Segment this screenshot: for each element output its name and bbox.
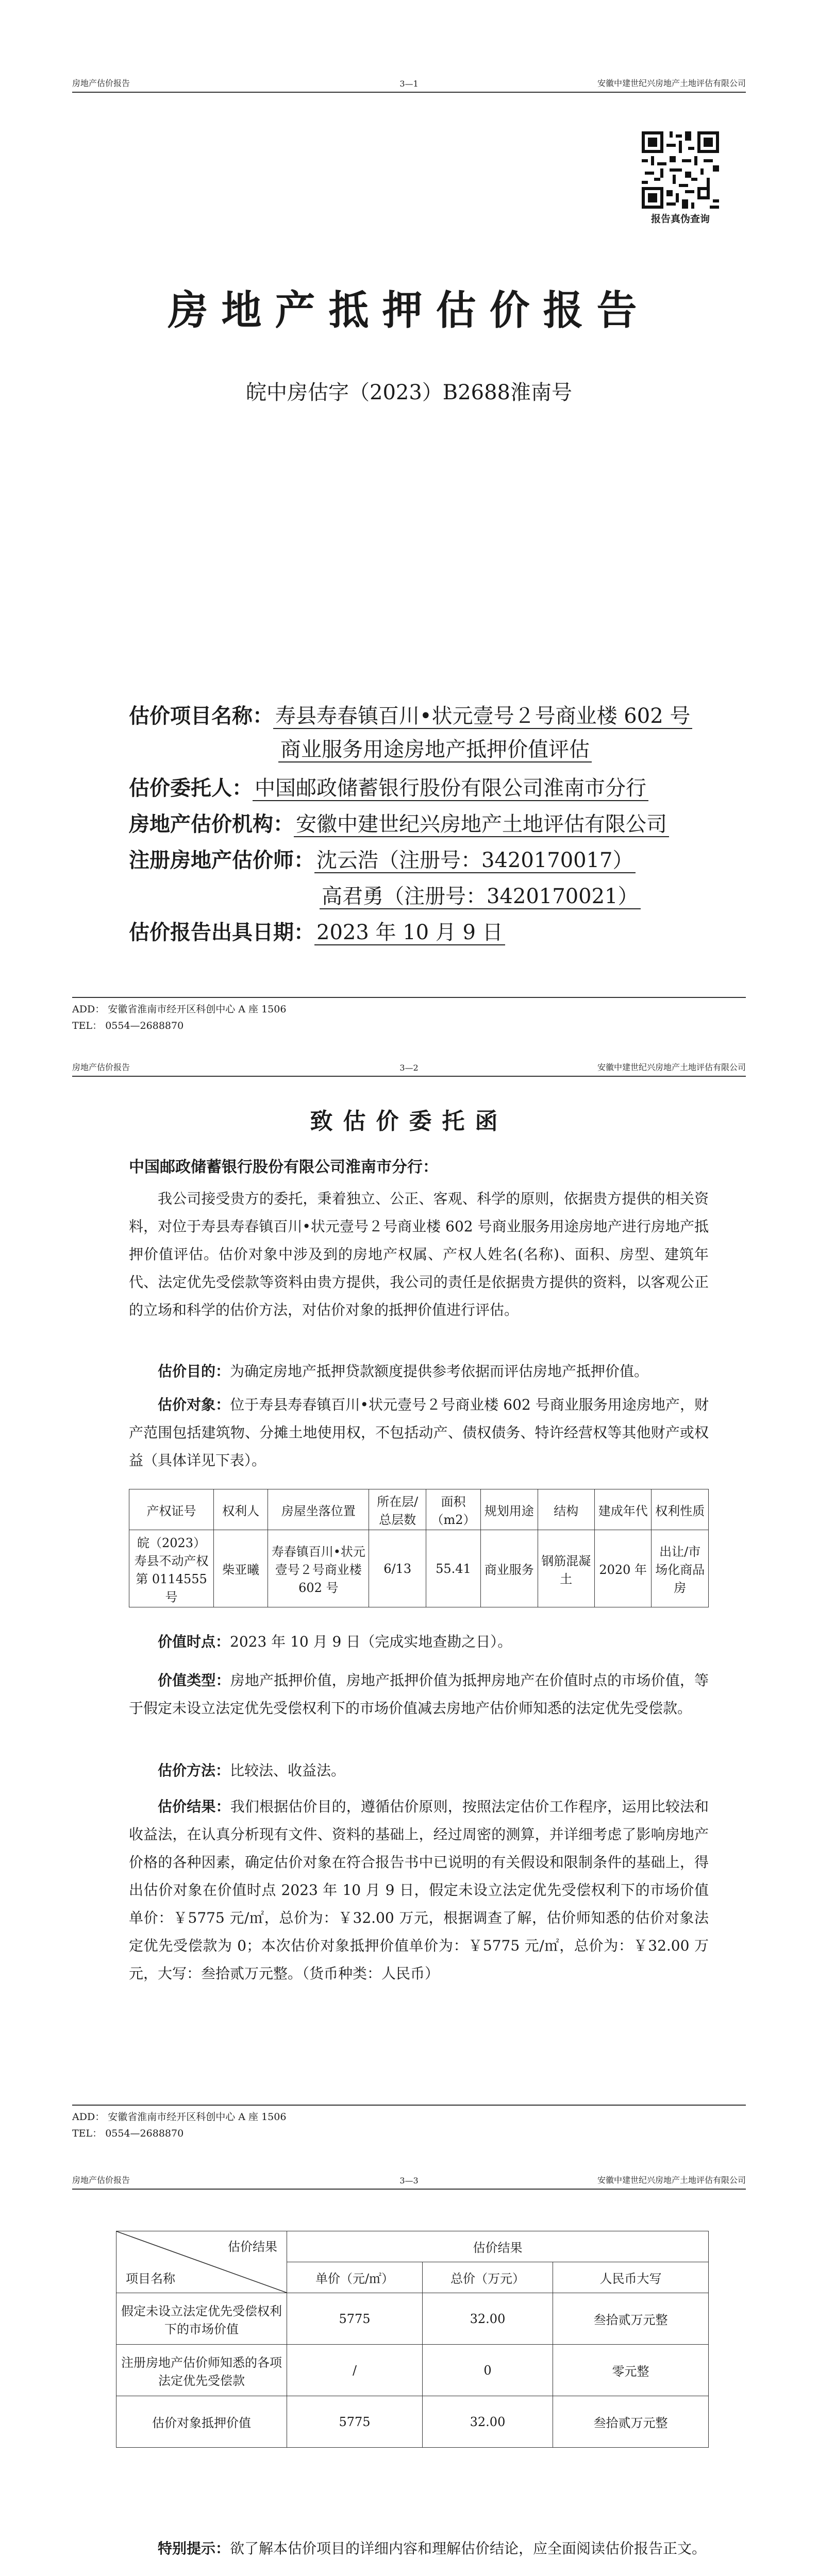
agency-row (129, 809, 669, 840)
vdate-label: 价值时点： (158, 1633, 230, 1650)
method-paragraph (129, 1757, 709, 1785)
special-text: 欲了解本估价项目的详细内容和理解估价结论，应全面阅读估价报告正文。 (230, 2540, 707, 2557)
row-total: 32.00 (423, 2293, 553, 2345)
appraiser-2: 高君勇（注册号：3420170021） (320, 885, 641, 909)
date-row (129, 917, 505, 948)
agency-value: 安徽中建世纪兴房地产土地评估有限公司 (294, 812, 669, 837)
footer-tel: TEL： 0554—2688870 (72, 1020, 184, 1031)
cell-location: 寿春镇百川•状元壹号２号商业楼 602 号 (268, 1530, 369, 1607)
client-row (129, 773, 648, 804)
letter-addressee: 中国邮政储蓄银行股份有限公司淮南市分行： (129, 1158, 438, 1176)
col-total-price: 总价（万元） (423, 2262, 553, 2293)
col-owner: 权利人 (214, 1489, 268, 1530)
special-label: 特别提示： (158, 2540, 230, 2557)
col-upper-amount: 人民币大写 (553, 2262, 709, 2293)
method-text: 比较法、收益法。 (230, 1762, 346, 1779)
project-label: 估价项目名称： (129, 704, 273, 728)
result-group-header: 估价结果 (287, 2231, 709, 2262)
footer-address: ADD： 安徽省淮南市经开区科创中心 A 座 1506 (72, 1004, 287, 1015)
row-name: 假定未设立法定优先受偿权利下的市场价值 (116, 2293, 287, 2345)
col-floor: 所在层/总层数 (369, 1489, 426, 1530)
appraiser-label: 注册房地产估价师： (129, 848, 314, 872)
row-total: 32.00 (423, 2396, 553, 2448)
table-row (116, 2396, 709, 2448)
result-header-row (116, 2231, 709, 2262)
header-right: 安徽中建世纪兴房地产土地评估有限公司 (597, 1062, 746, 1072)
header-left: 房地产估价报告 (72, 1062, 130, 1072)
diag-item-label: 项目名称 (126, 2272, 175, 2286)
page-header (72, 2169, 746, 2190)
object-paragraph (129, 1391, 709, 1475)
object-label: 估价对象： (158, 1396, 230, 1413)
object-text: 位于寿县寿春镇百川•状元壹号２号商业楼 602 号商业服务用途房地产，财产范围包括建筑物、分摊土地使用权，不包括动产、债权债务、特许经营权等其他财产或权益（具体详见下表）。 (129, 1396, 709, 1469)
report-number: 皖中房估字（2023）B2688淮南号 (246, 381, 572, 404)
col-year: 建成年代 (594, 1489, 651, 1530)
cell-area: 55.41 (426, 1530, 480, 1607)
appraiser-row-2 (320, 881, 641, 912)
row-unit: 5775 (287, 2293, 423, 2345)
date-value: 2023 年 10 月 9 日 (314, 921, 505, 945)
project-name-row (129, 701, 692, 732)
row-unit: 5775 (287, 2396, 423, 2448)
client-value: 中国邮政储蓄银行股份有限公司淮南市分行 (253, 776, 648, 801)
col-usage: 规划用途 (481, 1489, 538, 1530)
project-value: 寿县寿春镇百川•状元壹号２号商业楼 602 号 (273, 704, 692, 729)
row-name: 注册房地产估价师知悉的各项法定优先受偿款 (116, 2345, 287, 2396)
result-text: 我们根据估价目的，遵循估价原则，按照法定估价工作程序，运用比较法和收益法，在认真分析现有文件、资料的基础上，经过周密的测算，并详细考虑了影响房地产价格的各种因素，确定估价对象在符合报告书中已说明的有关假设和限制条件的基础上，得出估价对象在价值时点 2023 年 10 月 9 日，假定未设立法定优先受偿权利下的市场价值单价：￥5775 元/㎡，总价为：￥32.00 万元，根据调查了解，估价师知悉的估价对象法定优先受偿款为 0；本次估价对象抵押价值单价为：￥5775 元/㎡，总价为：￥32.00 万元，大写：叁拾贰万元整。（货币种类：人民币） (129, 1798, 709, 1982)
header-page-no: 3—3 (399, 2176, 419, 2185)
result-label: 估价结果： (158, 1798, 230, 1815)
col-right: 权利性质 (652, 1489, 709, 1530)
vtype-label: 价值类型： (158, 1672, 230, 1689)
appraiser-1: 沈云浩（注册号：3420170017） (314, 849, 636, 873)
vdate-paragraph (129, 1628, 709, 1656)
page-footer (72, 2105, 746, 2142)
cell-cert: 皖（2023）寿县不动产权第 0114555 号 (129, 1530, 214, 1607)
vtype-text: 房地产抵押价值，房地产抵押价值为抵押房地产在价值时点的市场价值，等于假定未设立法定优先受偿权利下的市场价值减去房地产估价师知悉的法定优先受偿款。 (129, 1672, 709, 1717)
table-row (116, 2345, 709, 2396)
table-row (129, 1530, 709, 1607)
row-upper: 叁拾贰万元整 (553, 2293, 709, 2345)
cell-usage: 商业服务 (481, 1530, 538, 1607)
report-title: 房地产抵押估价报告 (168, 287, 650, 334)
client-label: 估价委托人： (129, 776, 253, 800)
cell-structure: 钢筋混凝土 (538, 1530, 594, 1607)
cell-floor: 6/13 (369, 1530, 426, 1607)
table-row (116, 2293, 709, 2345)
col-structure: 结构 (538, 1489, 594, 1530)
property-table (129, 1489, 709, 1607)
cell-year: 2020 年 (594, 1530, 651, 1607)
diag-header-cell (116, 2231, 287, 2293)
cell-owner: 柴亚曦 (214, 1530, 268, 1607)
project-name-row-2 (278, 734, 592, 765)
page-header (72, 72, 746, 93)
qr-code-icon[interactable] (642, 131, 719, 209)
page-footer (72, 997, 746, 1034)
col-location: 房屋坐落位置 (268, 1489, 369, 1530)
diag-result-label: 估价结果 (228, 2240, 277, 2254)
cover-page (0, 0, 818, 1030)
special-paragraph (129, 2535, 709, 2563)
result-paragraph (129, 1793, 709, 1988)
col-cert: 产权证号 (129, 1489, 214, 1530)
row-unit: / (287, 2345, 423, 2396)
agency-label: 房地产估价机构： (129, 812, 294, 836)
row-upper: 叁拾贰万元整 (553, 2396, 709, 2448)
row-upper: 零元整 (553, 2345, 709, 2396)
qr-caption: 报告真伪查询 (650, 213, 710, 225)
page-header (72, 1056, 746, 1077)
header-left: 房地产估价报告 (72, 2175, 130, 2185)
col-area: 面积（m2） (426, 1489, 480, 1530)
header-page-no: 3—2 (399, 1063, 419, 1073)
purpose-paragraph (129, 1358, 709, 1385)
purpose-label: 估价目的： (158, 1363, 230, 1380)
header-right: 安徽中建世纪兴房地产土地评估有限公司 (597, 78, 746, 88)
row-total: 0 (423, 2345, 553, 2396)
letter-title: 致估价委托函 (310, 1108, 508, 1134)
method-label: 估价方法： (158, 1762, 230, 1779)
header-left: 房地产估价报告 (72, 78, 130, 88)
purpose-text: 为确定房地产抵押贷款额度提供参考依据而评估房地产抵押价值。 (230, 1363, 649, 1380)
footer-tel: TEL： 0554—2688870 (72, 2128, 184, 2139)
col-unit-price: 单价（元/㎡） (287, 2262, 423, 2293)
letter-page (0, 1036, 818, 2159)
date-label: 估价报告出具日期： (129, 920, 314, 944)
table-header-row (129, 1489, 709, 1530)
cell-right: 出让/市场化商品房 (652, 1530, 709, 1607)
header-page-no: 3—1 (399, 79, 419, 89)
vtype-paragraph (129, 1667, 709, 1722)
vdate-text: 2023 年 10 月 9 日（完成实地查勘之日）。 (230, 1633, 512, 1650)
result-page (0, 2164, 818, 2576)
result-table (116, 2231, 709, 2448)
letter-intro: 我公司接受贵方的委托，秉着独立、公正、客观、科学的原则，依据贵方提供的相关资料，对位于寿县寿春镇百川•状元壹号２号商业楼 602 号商业服务用途房地产进行房地产抵押价值评估。估价对象中涉及到的房地产权属、产权人姓名(名称)、面积、房型、建筑年代、法定优先受偿款等资料由贵方提供，我公司的责任是依据贵方提供的资料，以客观公正的立场和科学的估价方法，对估价对象的抵押价值进行评估。 (129, 1190, 709, 1318)
appraiser-row (129, 845, 636, 876)
row-name: 估价对象抵押价值 (116, 2396, 287, 2448)
header-right: 安徽中建世纪兴房地产土地评估有限公司 (597, 2175, 746, 2185)
project-value-2: 商业服务用途房地产抵押价值评估 (278, 738, 592, 762)
footer-address: ADD： 安徽省淮南市经开区科创中心 A 座 1506 (72, 2111, 287, 2123)
